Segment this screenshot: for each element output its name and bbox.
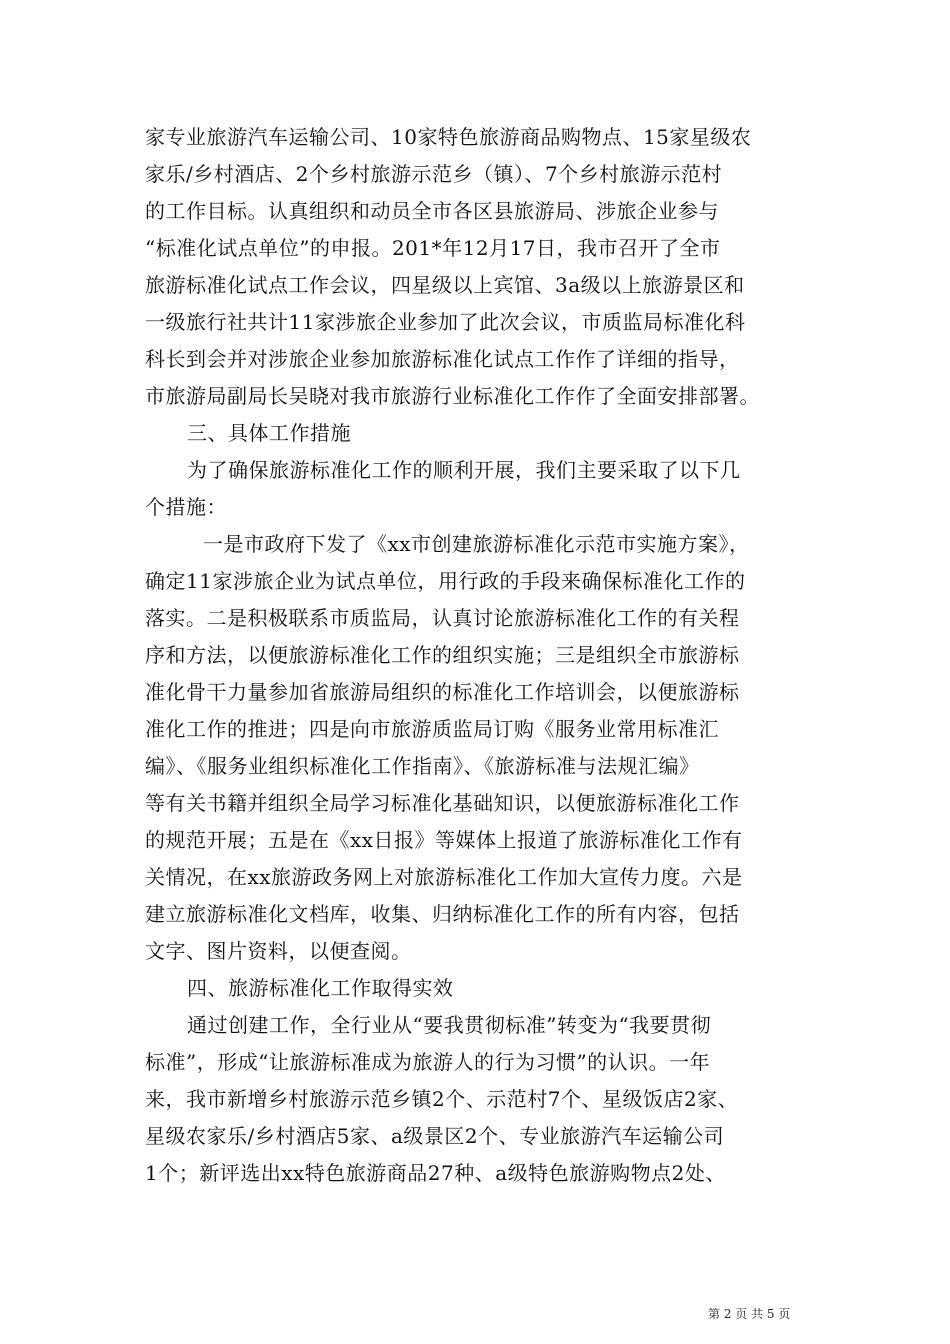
text-line: 家乐/乡村酒店、2个乡村旅游示范乡（镇）、7个乡村旅游示范村 <box>145 162 723 186</box>
section-heading: 三、具体工作措施 <box>187 421 351 445</box>
page-number: 第 2 页 共 5 页 <box>708 1307 791 1321</box>
text-line: 序和方法，以便旅游标准化工作的组织实施；三是组织全市旅游标 <box>145 643 740 667</box>
text-line: 市旅游局副局长吴晓对我市旅游行业标准化工作作了全面安排部署。 <box>145 384 760 408</box>
text-line: 关情况，在xx旅游政务网上对旅游标准化工作加大宣传力度。六是 <box>145 865 743 889</box>
text-line: 1个；新评选出xx特色旅游商品27种、a级特色旅游购物点2处、 <box>145 1161 726 1185</box>
text-line: 一级旅行社共计11家涉旅企业参加了此次会议，市质监局标准化科 <box>145 310 746 334</box>
text-line: 准化骨干力量参加省旅游局组织的标准化工作培训会，以便旅游标 <box>145 680 740 704</box>
text-line: 科长到会并对涉旅企业参加旅游标准化试点工作作了详细的指导， <box>145 347 740 371</box>
paragraph-first-line: 通过创建工作，全行业从“要我贯彻标准”转变为“我要贯彻 <box>187 1013 712 1037</box>
section-heading: 四、旅游标准化工作取得实效 <box>187 976 454 1000</box>
text-line: 个措施： <box>145 495 227 519</box>
text-line: 家专业旅游汽车运输公司、10家特色旅游商品购物点、15家星级农 <box>145 125 752 149</box>
text-line: 落实。二是积极联系市质监局，认真讨论旅游标准化工作的有关程 <box>145 606 740 630</box>
text-line: 星级农家乐/乡村酒店5家、a级景区2个、专业旅游汽车运输公司 <box>145 1124 725 1148</box>
text-line: 文字、图片资料，以便查阅。 <box>145 939 412 963</box>
text-line: 旅游标准化试点工作会议，四星级以上宾馆、3a级以上旅游景区和 <box>145 273 745 297</box>
text-line: “标准化试点单位”的申报。201*年12月17日，我市召开了全市 <box>145 236 721 260</box>
text-line: 建立旅游标准化文档库，收集、归纳标准化工作的所有内容，包括 <box>145 902 740 926</box>
text-line: 编》、《服务业组织标准化工作指南》、《旅游标准与法规汇编》 <box>145 754 700 778</box>
text-line: 准化工作的推进；四是向市旅游质监局订购《服务业常用标准汇 <box>145 717 719 741</box>
paragraph-first-line: 一是市政府下发了《xx市创建旅游标准化示范市实施方案》， <box>203 532 750 556</box>
paragraph-first-line: 为了确保旅游标准化工作的顺利开展，我们主要采取了以下几 <box>187 458 741 482</box>
text-line: 标准”，形成“让旅游标准成为旅游人的行为习惯”的认识。一年 <box>145 1050 711 1074</box>
text-line: 确定11家涉旅企业为试点单位，用行政的手段来确保标准化工作的 <box>145 569 746 593</box>
text-line: 来，我市新增乡村旅游示范乡镇2个、示范村7个、星级饭店2家、 <box>145 1087 739 1111</box>
text-line: 的规范开展；五是在《xx日报》等媒体上报道了旅游标准化工作有 <box>145 828 743 852</box>
text-line: 的工作目标。认真组织和动员全市各区县旅游局、涉旅企业参与 <box>145 199 719 223</box>
text-line: 等有关书籍并组织全局学习标准化基础知识，以便旅游标准化工作 <box>145 791 740 815</box>
